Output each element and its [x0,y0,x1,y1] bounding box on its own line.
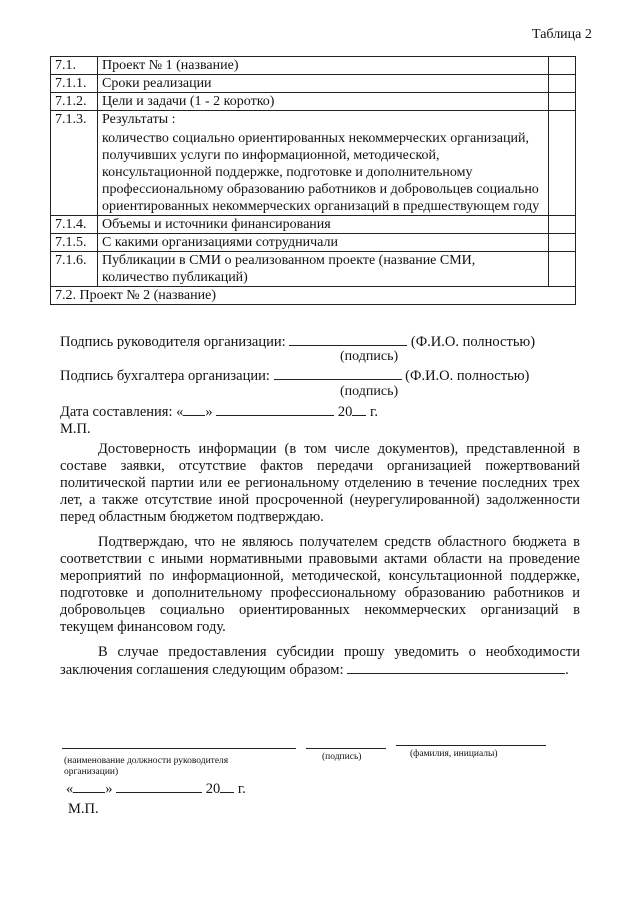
date-prefix: Дата составления: « [60,404,184,420]
table-row [51,111,576,216]
row-value-cell [549,75,576,93]
accountant-signature-hint: (подпись) [340,384,399,399]
row-value-cell [549,234,576,252]
table-row [51,75,576,93]
table-row [51,93,576,111]
table-label: Таблица 2 [532,27,592,42]
row-value-cell [549,216,576,234]
date-day-field[interactable] [183,403,205,416]
table-row [51,234,576,252]
signature-caption: (подпись) [322,752,362,762]
row-number: 7.1.1. [51,75,98,93]
footer-date-year: 20 [205,781,221,797]
name-caption: (фамилия, инициалы) [410,749,498,759]
footer-date-line [66,780,246,798]
accountant-signature-field[interactable] [274,367,402,380]
accountant-fio-caption: (Ф.И.О. полностью) [405,368,530,384]
row-number: 7.1.6. [51,252,98,287]
row-number: 7.1.3. [51,111,98,216]
date-year-field[interactable] [352,403,366,416]
paragraph-confirmation: Подтверждаю, что не являюсь получателем средств областного бюджета в соответствии с иными нормативными правовыми актами области на проведение мероприятий по информационной, методической, консультационной поддержке, подготовке и дополнительному профессиональному образованию работников и добровольцев социально ориентированных некоммерческих организаций в текущем финансовом году. [60,534,580,635]
row-text: Цели и задачи (1 - 2 коротко) [98,93,549,111]
row-value-cell [549,111,576,216]
date-line [60,403,378,421]
accountant-signature-line [60,367,529,385]
table-row [51,57,576,75]
notification-text: В случае предоставления субсидии прошу уведомить о необходимости заключения соглашения следующим образом: [60,644,580,678]
row-value-cell [549,252,576,287]
table-row [51,287,576,305]
row-number: 7.1.5. [51,234,98,252]
head-signature-hint: (подпись) [340,349,399,364]
signature-line[interactable] [306,748,386,749]
row-number: 7.1.2. [51,93,98,111]
row-text: Объемы и источники финансирования [98,216,549,234]
row-text: Проект № 1 (название) [98,57,549,75]
date-mid: » [205,404,213,420]
position-line[interactable] [62,748,296,749]
stamp-label: М.П. [60,421,91,437]
table-row [51,216,576,234]
date-month-field[interactable] [216,403,334,416]
footer-date-suffix: г. [237,781,246,797]
row-text-full: 7.2. Проект № 2 (название) [51,287,576,305]
row-number: 7.1. [51,57,98,75]
project-table [50,56,576,305]
footer-stamp-label: М.П. [68,801,99,817]
results-heading: Результаты : [102,112,176,127]
footer-date-month-field[interactable] [116,780,202,793]
date-year: 20 [337,404,353,420]
footer-date-year-field[interactable] [220,780,234,793]
row-text: Сроки реализации [98,75,549,93]
declaration-text [60,441,580,679]
paragraph-reliability: Достоверность информации (в том числе документов), представленной в составе заявки, отсутствие фактов передачи организацией пожертвований политической партии или ее региональному отделению в течение последних трех лет, а также отсутствие иной просроченной (неурегулированной) задолженности перед областным бюджетом подтверждаю. [60,441,580,525]
row-text: С какими организациями сотрудничали [98,234,549,252]
head-signature-field[interactable] [289,333,407,346]
row-value-cell [549,57,576,75]
head-signature-line [60,333,535,351]
position-caption: (наименование должности руководителя организации) [64,756,229,777]
footer-date-close: » [105,781,113,797]
notification-method-field[interactable] [347,661,565,674]
row-text: Публикации в СМИ о реализованном проекте (название СМИ, количество публикаций) [98,252,549,287]
name-line[interactable] [396,745,546,746]
row-value-cell [549,93,576,111]
row-text-results [98,111,549,216]
footer-date-open: « [66,781,74,797]
row-number: 7.1.4. [51,216,98,234]
table-row [51,252,576,287]
head-fio-caption: (Ф.И.О. полностью) [410,334,536,350]
results-detail: количество социально ориентированных некоммерческих организаций, получивших услуги по информационной, методической, консультационной поддержке, подготовке и дополнительному профессиональному образованию работников и добровольцев социально ориентированных некоммерческих организаций в предшествующем году [102,131,540,214]
head-signature-label: Подпись руководителя организации: [60,334,286,350]
paragraph-notification: В случае предоставления субсидии прошу уведомить о необходимости заключения соглашения следующим образом: . [60,644,580,678]
footer-date-day-field[interactable] [73,780,105,793]
date-suffix: г. [370,404,378,420]
accountant-signature-label: Подпись бухгалтера организации: [60,368,270,384]
